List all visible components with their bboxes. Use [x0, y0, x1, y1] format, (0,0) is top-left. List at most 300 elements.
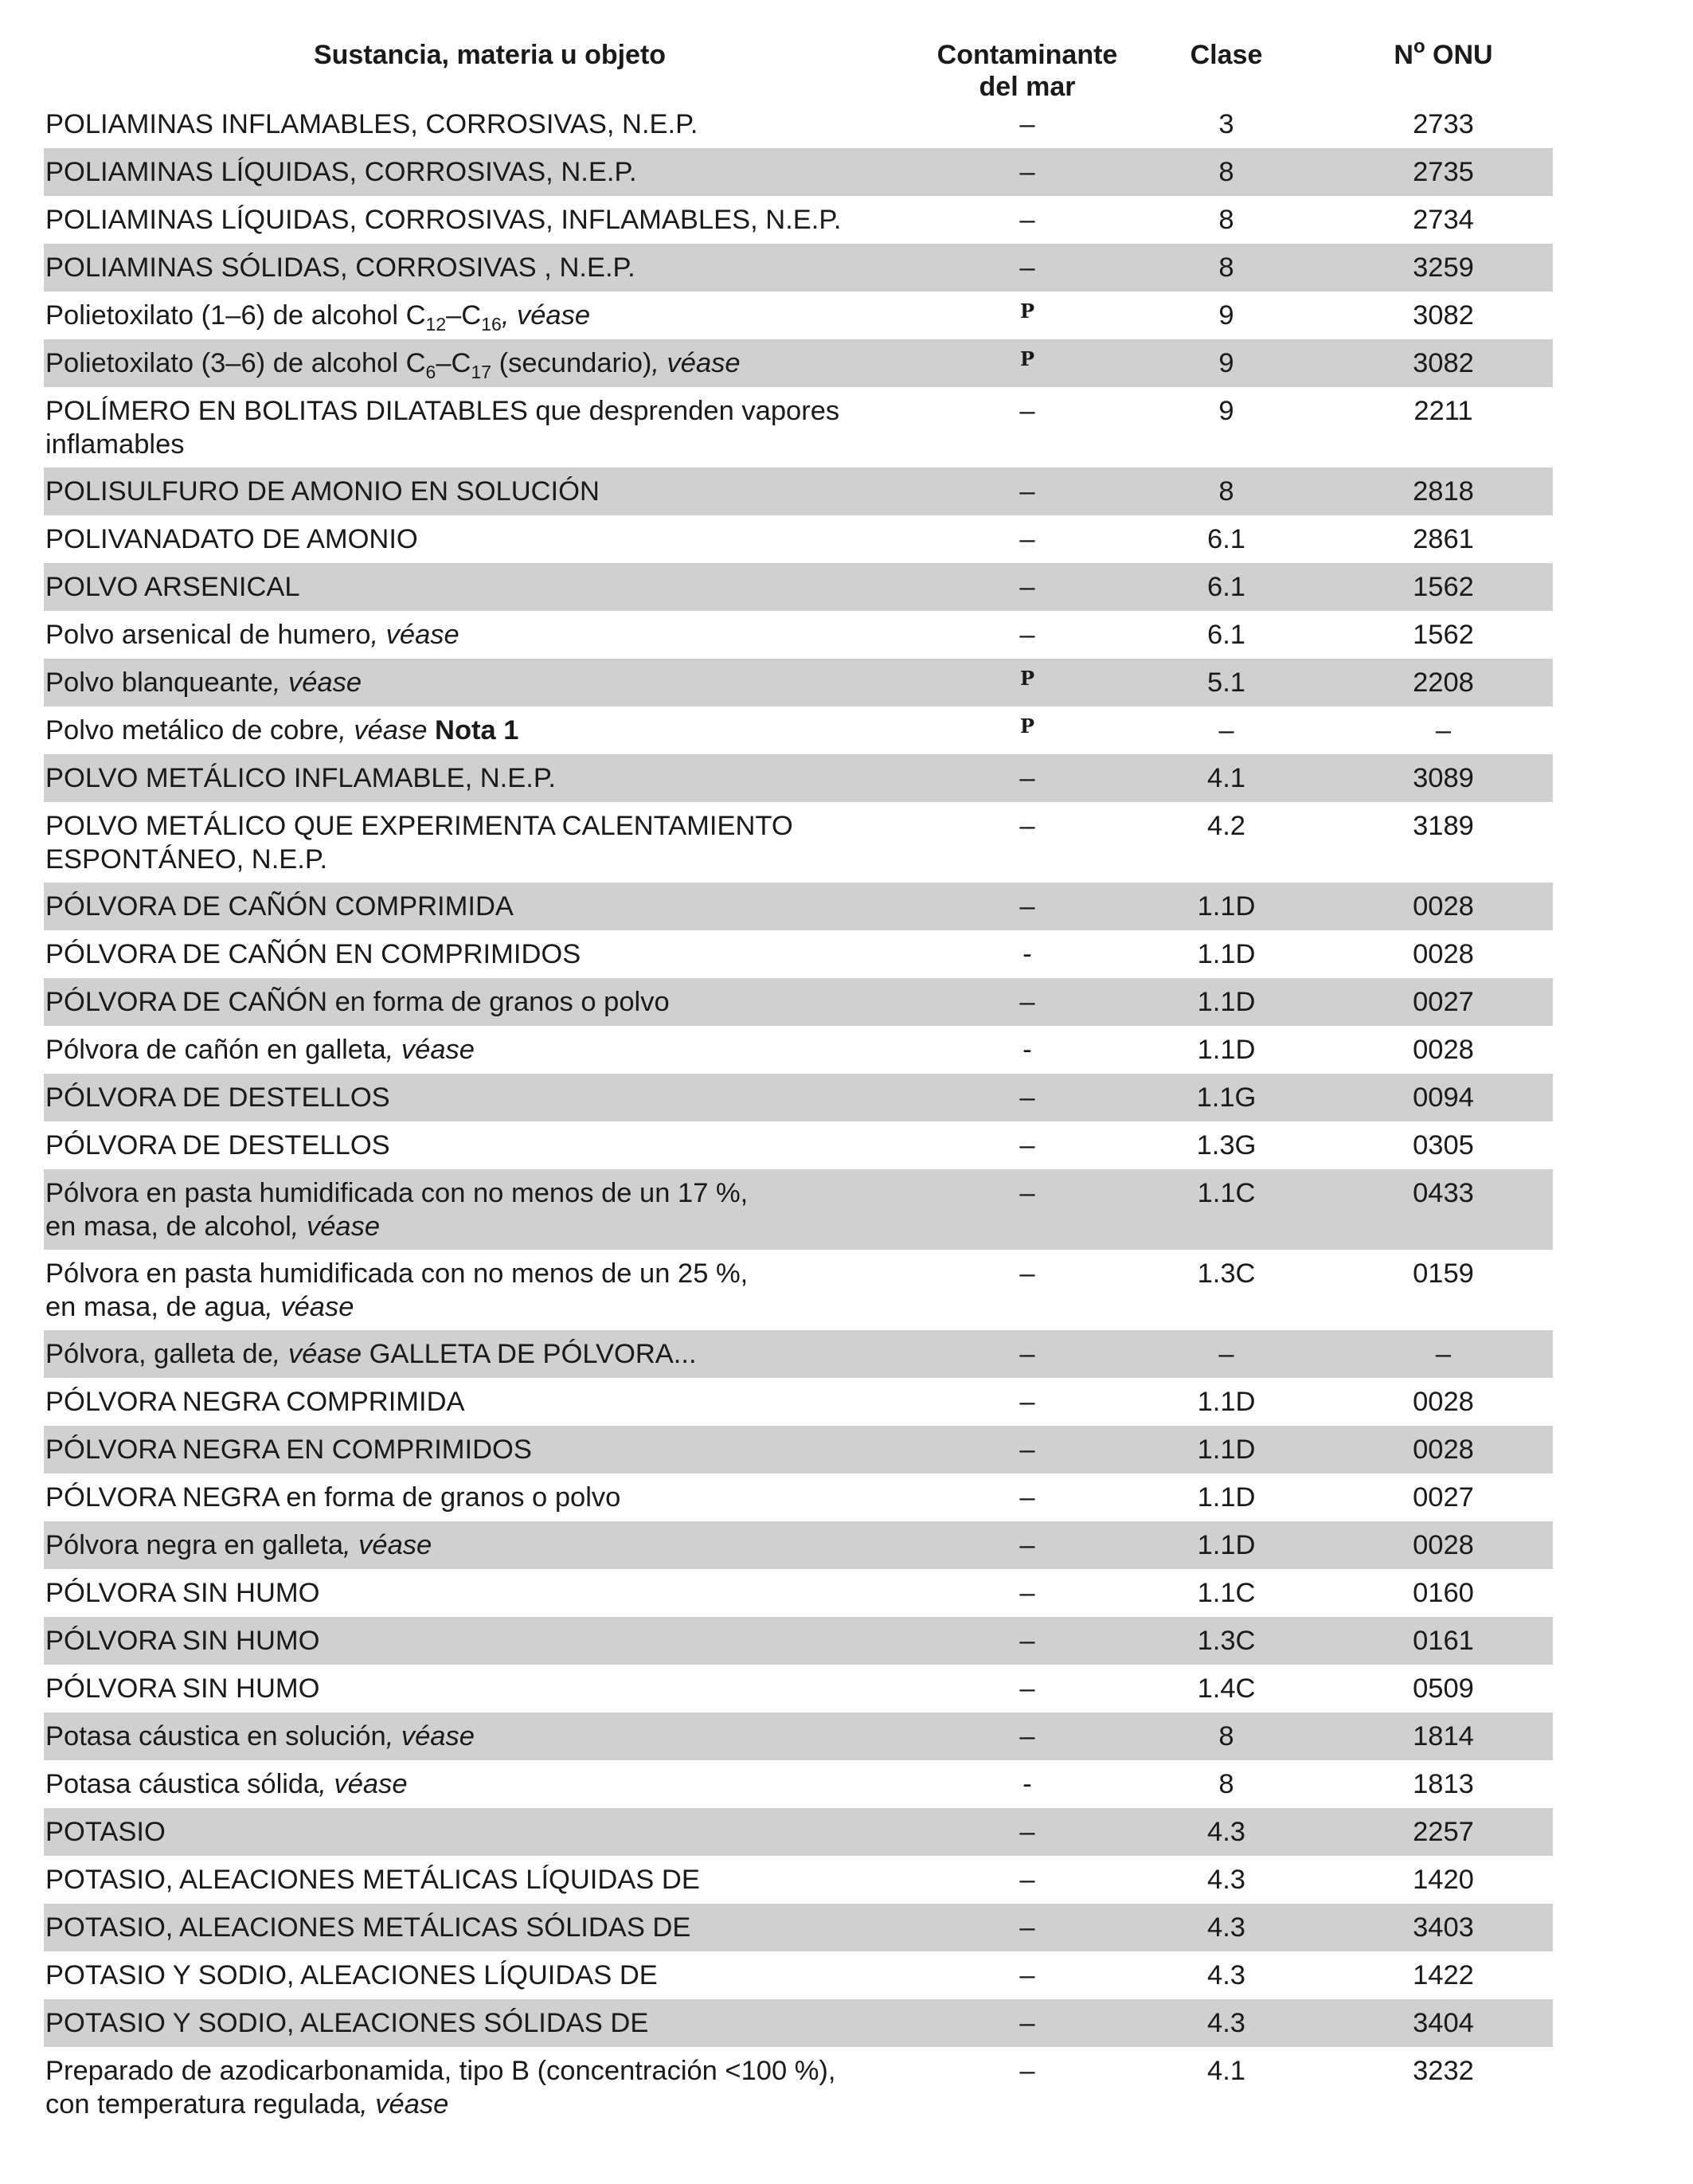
table-row — [44, 1665, 1553, 1712]
class-cell: 4.3 — [1207, 1960, 1245, 1990]
substance-text: POTASIO — [45, 1817, 166, 1847]
substance-text-line2: ESPONTÁNEO, N.E.P. — [45, 844, 328, 875]
dash-mark: – — [1019, 205, 1035, 235]
substance-cell — [44, 1074, 936, 1114]
class-cell: 1.1C — [1197, 1178, 1256, 1208]
header-un-prefix: N — [1394, 40, 1413, 70]
substance-text: PÓLVORA SIN HUMO — [45, 1673, 320, 1704]
dash-mark: – — [1019, 524, 1035, 554]
marine-pollutant-cell — [936, 1026, 1119, 1067]
vease-ref: , véase — [370, 620, 459, 650]
table-row — [44, 1074, 1553, 1121]
class-cell: 6.1 — [1207, 572, 1245, 602]
table-row — [44, 883, 1553, 930]
marine-pollutant-cell — [936, 1426, 1119, 1466]
substance-text: Preparado de azodicarbonamida, tipo B (concentración <100 %), — [45, 2056, 836, 2086]
vease-ref: , véase — [651, 348, 741, 378]
table-row — [44, 1521, 1553, 1569]
table-row — [44, 1250, 1553, 1330]
marine-pollutant-cell — [936, 659, 1119, 702]
table-row — [44, 339, 1553, 387]
marine-pollutant-cell — [936, 978, 1119, 1019]
dash-mark: – — [1019, 1082, 1035, 1113]
table-row — [44, 1951, 1553, 1999]
table-row — [44, 292, 1553, 339]
substance-text: –C — [446, 300, 482, 331]
substance-cell — [44, 1169, 936, 1243]
un-number-cell: 0161 — [1413, 1626, 1474, 1656]
substance-text: (secundario) — [491, 348, 652, 378]
class-cell: 6.1 — [1207, 524, 1245, 554]
substance-text: Pólvora en pasta humidificada con no menos de un 17 %, — [45, 1178, 749, 1208]
table-body — [44, 100, 1553, 2127]
marine-pollutant-cell — [936, 1169, 1119, 1210]
class-cell: 4.3 — [1207, 2008, 1245, 2038]
un-number-cell: 3403 — [1413, 1912, 1474, 1943]
substance-text: GALLETA DE PÓLVORA... — [362, 1339, 697, 1369]
marine-pollutant-cell — [936, 1617, 1119, 1658]
table-row — [44, 611, 1553, 659]
vease-ref: , véase — [319, 1769, 408, 1799]
marine-pollutant-cell — [936, 1474, 1119, 1514]
dash-mark: – — [1019, 1912, 1035, 1943]
dash-mark: – — [1019, 620, 1035, 650]
marine-pollutant-cell — [936, 611, 1119, 652]
vease-ref: , véase — [272, 1339, 362, 1369]
marine-pollutant-cell — [936, 2047, 1119, 2088]
class-cell: 1.1C — [1197, 1578, 1256, 1608]
substance-cell — [44, 1426, 936, 1466]
dash-mark: – — [1019, 891, 1035, 922]
dash-mark: – — [1019, 396, 1035, 426]
substance-cell — [44, 659, 936, 699]
marine-pollutant-cell — [936, 1665, 1119, 1705]
dash-mark: - — [1022, 1769, 1032, 1799]
table-row — [44, 1026, 1553, 1074]
un-number-cell: 2818 — [1413, 476, 1474, 507]
class-cell: 9 — [1218, 396, 1234, 426]
dash-mark: – — [1019, 811, 1035, 841]
marine-pollutant-cell — [936, 100, 1119, 141]
substance-cell — [44, 468, 936, 508]
substance-text: PÓLVORA SIN HUMO — [45, 1626, 320, 1656]
class-cell: 1.1D — [1197, 891, 1256, 922]
vease-ref: , véase — [291, 1211, 381, 1242]
table-row — [44, 2047, 1553, 2127]
substance-cell — [44, 1617, 936, 1658]
table-row — [44, 1474, 1553, 1521]
class-cell: 9 — [1218, 348, 1234, 378]
substance-text: Potasa cáustica en solución — [45, 1721, 386, 1752]
substance-text: POTASIO, ALEACIONES METÁLICAS LÍQUIDAS DE — [45, 1865, 700, 1895]
table-row — [44, 100, 1553, 148]
un-number-cell: 0028 — [1413, 1387, 1474, 1417]
substance-cell — [44, 1904, 936, 1944]
dangerous-goods-index-table — [44, 32, 1553, 2127]
un-number-cell: 0433 — [1413, 1178, 1474, 1208]
substance-text: POLIAMINAS SÓLIDAS, CORROSIVAS , N.E.P. — [45, 252, 635, 283]
substance-text-line2: inflamables — [45, 429, 185, 460]
un-number-cell: 0028 — [1413, 1530, 1474, 1560]
substance-text-line2: en masa, de alcohol — [45, 1211, 291, 1242]
class-cell: 8 — [1218, 157, 1234, 187]
substance-cell — [44, 611, 936, 652]
marine-pollutant-mark: P — [1019, 347, 1035, 370]
substance-text: POLIVANADATO DE AMONIO — [45, 524, 418, 554]
un-number-cell: 0160 — [1413, 1578, 1474, 1608]
dash-mark: – — [1019, 763, 1035, 793]
un-number-cell: 1562 — [1413, 620, 1474, 650]
marine-pollutant-cell — [936, 563, 1119, 604]
class-cell: 1.4C — [1197, 1673, 1256, 1704]
class-cell: 8 — [1218, 205, 1234, 235]
table-row — [44, 1808, 1553, 1856]
marine-pollutant-cell — [936, 1808, 1119, 1849]
un-number-cell: – — [1435, 715, 1452, 746]
class-cell: – — [1218, 715, 1234, 746]
table-row — [44, 148, 1553, 196]
substance-cell — [44, 387, 936, 461]
substance-cell — [44, 978, 936, 1019]
substance-text: POLIAMINAS INFLAMABLES, CORROSIVAS, N.E.P. — [45, 109, 698, 139]
substance-cell — [44, 563, 936, 604]
substance-text: POLIAMINAS LÍQUIDAS, CORROSIVAS, N.E.P. — [45, 157, 637, 187]
substance-cell — [44, 148, 936, 189]
class-cell: 1.3C — [1197, 1626, 1256, 1656]
substance-text-line2: con temperatura regulada — [45, 2089, 361, 2119]
class-cell: 1.1D — [1197, 1387, 1256, 1417]
substance-text: Polietoxilato (1–6) de alcohol C — [45, 300, 426, 331]
substance-text: POLVO METÁLICO QUE EXPERIMENTA CALENTAMIENTO — [45, 811, 793, 841]
dash-mark: – — [1019, 1817, 1035, 1847]
marine-pollutant-cell — [936, 1951, 1119, 1992]
marine-pollutant-cell — [936, 1250, 1119, 1290]
dash-mark: – — [1019, 987, 1035, 1017]
substance-cell — [44, 1665, 936, 1705]
table-row — [44, 930, 1553, 978]
dash-mark: – — [1019, 1960, 1035, 1990]
substance-cell — [44, 1121, 936, 1162]
substance-text: PÓLVORA DE CAÑÓN en forma de granos o polvo — [45, 987, 670, 1017]
table-row — [44, 1169, 1553, 1250]
table-row — [44, 1378, 1553, 1426]
substance-text: POTASIO Y SODIO, ALEACIONES SÓLIDAS DE — [45, 2008, 649, 2038]
table-row — [44, 1330, 1553, 1378]
table-row — [44, 1569, 1553, 1617]
marine-pollutant-cell — [936, 1999, 1119, 2040]
class-cell: 5.1 — [1207, 667, 1245, 698]
substance-text: PÓLVORA DE CAÑÓN COMPRIMIDA — [45, 891, 514, 922]
marine-pollutant-cell — [936, 196, 1119, 237]
marine-pollutant-cell — [936, 387, 1119, 428]
table-row — [44, 1760, 1553, 1808]
substance-text: Pólvora en pasta humidificada con no menos de un 25 %, — [45, 1258, 749, 1289]
substance-cell — [44, 1250, 936, 1324]
substance-cell — [44, 1808, 936, 1849]
table-row — [44, 802, 1553, 883]
substance-text: Pólvora, galleta de — [45, 1339, 273, 1369]
substance-text: PÓLVORA DE DESTELLOS — [45, 1082, 390, 1113]
marine-pollutant-cell — [936, 1330, 1119, 1371]
substance-text: POTASIO Y SODIO, ALEACIONES LÍQUIDAS DE — [45, 1960, 658, 1990]
dash-mark: - — [1022, 1035, 1032, 1065]
substance-text: PÓLVORA SIN HUMO — [45, 1578, 320, 1608]
vease-ref: , véase — [501, 300, 591, 331]
substance-text: Pólvora negra en galleta — [45, 1530, 344, 1560]
dash-mark: – — [1019, 1626, 1035, 1656]
dash-mark: – — [1019, 1387, 1035, 1417]
un-number-cell: 2734 — [1413, 205, 1474, 235]
class-cell: 4.3 — [1207, 1865, 1245, 1895]
un-number-cell: 3082 — [1413, 300, 1474, 331]
marine-pollutant-cell — [936, 148, 1119, 189]
un-number-cell: 1422 — [1413, 1960, 1474, 1990]
un-number-cell: 0028 — [1413, 1035, 1474, 1065]
un-number-cell: – — [1435, 1339, 1452, 1369]
substance-cell — [44, 706, 936, 747]
class-cell: 6.1 — [1207, 620, 1245, 650]
substance-cell — [44, 244, 936, 284]
marine-pollutant-cell — [936, 515, 1119, 556]
un-number-cell: 0028 — [1413, 939, 1474, 969]
substance-text: PÓLVORA NEGRA en forma de granos o polvo — [45, 1482, 621, 1513]
un-number-cell: 0028 — [1413, 1434, 1474, 1465]
un-number-cell: 1562 — [1413, 572, 1474, 602]
table-row — [44, 244, 1553, 292]
marine-pollutant-cell — [936, 930, 1119, 971]
subscript: 16 — [481, 314, 502, 335]
marine-pollutant-mark: P — [1019, 714, 1035, 738]
table-header — [44, 32, 1553, 100]
marine-pollutant-cell — [936, 754, 1119, 795]
table-row — [44, 1712, 1553, 1760]
table-row — [44, 978, 1553, 1026]
subscript: 6 — [425, 362, 436, 382]
header-marine-pollutant — [936, 32, 1119, 100]
marine-pollutant-cell — [936, 339, 1119, 382]
dash-mark: – — [1019, 476, 1035, 507]
class-cell: 1.1D — [1197, 1482, 1256, 1513]
un-number-cell: 2211 — [1413, 396, 1473, 426]
un-number-cell: 0509 — [1413, 1673, 1474, 1704]
substance-cell — [44, 1760, 936, 1801]
marine-pollutant-mark: P — [1019, 667, 1035, 690]
substance-text: POLISULFURO DE AMONIO EN SOLUCIÓN — [45, 476, 600, 507]
class-cell: 4.1 — [1207, 2056, 1245, 2086]
dash-mark: – — [1019, 1339, 1035, 1369]
substance-text: –C — [436, 348, 471, 378]
class-cell: 4.1 — [1207, 763, 1245, 793]
substance-cell — [44, 1856, 936, 1896]
table-row — [44, 1121, 1553, 1169]
dash-mark: – — [1019, 1673, 1035, 1704]
class-cell: 9 — [1218, 300, 1234, 331]
substance-text: PÓLVORA NEGRA EN COMPRIMIDOS — [45, 1434, 532, 1465]
substance-text: Polvo metálico de cobre — [45, 715, 339, 746]
marine-pollutant-cell — [936, 883, 1119, 923]
table-row — [44, 706, 1553, 754]
marine-pollutant-cell — [936, 1378, 1119, 1419]
header-un-sup: o — [1413, 36, 1425, 57]
marine-pollutant-cell — [936, 1569, 1119, 1610]
un-number-cell: 0027 — [1413, 1482, 1474, 1513]
dash-mark: – — [1019, 157, 1035, 187]
table-row — [44, 1999, 1553, 2047]
substance-text: POLVO METÁLICO INFLAMABLE, N.E.P. — [45, 763, 556, 793]
un-number-cell: 3259 — [1413, 252, 1474, 283]
substance-text: PÓLVORA NEGRA COMPRIMIDA — [45, 1387, 465, 1417]
marine-pollutant-cell — [936, 292, 1119, 335]
marine-pollutant-cell — [936, 706, 1119, 750]
marine-pollutant-mark: P — [1019, 299, 1035, 323]
dash-mark: – — [1019, 1258, 1035, 1289]
substance-text-line2: en masa, de agua — [45, 1292, 266, 1322]
substance-text: PÓLVORA DE DESTELLOS — [45, 1130, 390, 1160]
class-cell: 1.1D — [1197, 987, 1256, 1017]
substance-cell — [44, 1951, 936, 1992]
class-cell: 8 — [1218, 1721, 1234, 1752]
class-cell: 1.1G — [1196, 1082, 1257, 1113]
vease-ref: , véase — [265, 1292, 354, 1322]
substance-cell — [44, 1330, 936, 1371]
class-cell: 8 — [1218, 476, 1234, 507]
marine-pollutant-cell — [936, 244, 1119, 284]
substance-cell — [44, 1026, 936, 1067]
un-number-cell: 2208 — [1413, 667, 1474, 698]
dash-mark: - — [1022, 939, 1032, 969]
substance-cell — [44, 515, 936, 556]
table-row — [44, 754, 1553, 802]
table-row — [44, 563, 1553, 611]
table-row — [44, 1904, 1553, 1951]
substance-text: Polvo arsenical de humero — [45, 620, 371, 650]
substance-cell — [44, 802, 936, 876]
vease-ref: , véase — [385, 1721, 475, 1752]
vease-ref: , véase — [272, 667, 362, 698]
dash-mark: – — [1019, 1130, 1035, 1160]
marine-pollutant-cell — [936, 468, 1119, 508]
vease-ref: , véase — [385, 1035, 475, 1065]
substance-cell — [44, 1569, 936, 1610]
un-number-cell: 3189 — [1413, 811, 1474, 841]
substance-text: PÓLVORA DE CAÑÓN EN COMPRIMIDOS — [45, 939, 581, 969]
class-cell: 4.3 — [1207, 1817, 1245, 1847]
substance-cell — [44, 292, 936, 335]
class-cell: 1.3G — [1196, 1130, 1257, 1160]
dash-mark: – — [1019, 1178, 1035, 1208]
marine-pollutant-cell — [936, 1760, 1119, 1801]
header-substance: Sustancia, materia u objeto — [313, 40, 667, 70]
note-ref: Nota 1 — [427, 715, 519, 746]
class-cell: 1.1D — [1197, 1530, 1256, 1560]
header-un-suffix: ONU — [1425, 40, 1493, 70]
un-number-cell: 0028 — [1413, 891, 1474, 922]
un-number-cell: 2861 — [1413, 524, 1474, 554]
class-cell: 1.1D — [1197, 1434, 1256, 1465]
vease-ref: , véase — [338, 715, 428, 746]
subscript: 12 — [425, 314, 447, 335]
dash-mark: – — [1019, 252, 1035, 283]
table-row — [44, 659, 1553, 706]
marine-pollutant-cell — [936, 1904, 1119, 1944]
dash-mark: – — [1019, 1865, 1035, 1895]
class-cell: 1.1D — [1197, 939, 1256, 969]
un-number-cell: 0159 — [1413, 1258, 1474, 1289]
vease-ref: , véase — [360, 2089, 449, 2119]
dash-mark: – — [1019, 2056, 1035, 2086]
dash-mark: – — [1019, 1530, 1035, 1560]
dash-mark: – — [1019, 109, 1035, 139]
dash-mark: – — [1019, 2008, 1035, 2038]
substance-cell — [44, 339, 936, 382]
substance-text: Polvo blanqueante — [45, 667, 273, 698]
substance-cell — [44, 196, 936, 237]
class-cell: 8 — [1218, 1769, 1234, 1799]
substance-cell — [44, 100, 936, 141]
un-number-cell: 0027 — [1413, 987, 1474, 1017]
un-number-cell: 1420 — [1413, 1865, 1474, 1895]
dash-mark: – — [1019, 1482, 1035, 1513]
substance-cell — [44, 930, 936, 971]
substance-text: POTASIO, ALEACIONES METÁLICAS SÓLIDAS DE — [45, 1912, 691, 1943]
table-row — [44, 468, 1553, 515]
substance-text: POLÍMERO EN BOLITAS DILATABLES que desprenden vapores — [45, 396, 840, 426]
un-number-cell: 3404 — [1413, 2008, 1474, 2038]
table-row — [44, 1426, 1553, 1474]
un-number-cell: 3082 — [1413, 348, 1474, 378]
un-number-cell: 2733 — [1413, 109, 1474, 139]
header-class: Clase — [1190, 40, 1263, 70]
dash-mark: – — [1019, 1434, 1035, 1465]
marine-pollutant-cell — [936, 1121, 1119, 1162]
substance-text: Pólvora de cañón en galleta — [45, 1035, 386, 1065]
substance-text: POLVO ARSENICAL — [45, 572, 300, 602]
table-row — [44, 1617, 1553, 1665]
dash-mark: – — [1019, 572, 1035, 602]
table-row — [44, 1856, 1553, 1904]
table-row — [44, 196, 1553, 244]
table-row — [44, 515, 1553, 563]
class-cell: 1.1D — [1197, 1035, 1256, 1065]
un-number-cell: 3232 — [1413, 2056, 1474, 2086]
marine-pollutant-cell — [936, 1712, 1119, 1753]
un-number-cell: 2735 — [1413, 157, 1474, 187]
class-cell: 8 — [1218, 252, 1234, 283]
marine-pollutant-cell — [936, 1856, 1119, 1896]
substance-cell — [44, 883, 936, 923]
marine-pollutant-cell — [936, 802, 1119, 843]
substance-cell — [44, 1712, 936, 1753]
class-cell: 4.3 — [1207, 1912, 1245, 1943]
un-number-cell: 0305 — [1413, 1130, 1474, 1160]
header-un-number — [1334, 32, 1553, 100]
substance-cell — [44, 2047, 936, 2121]
class-cell: 4.2 — [1207, 811, 1245, 841]
table-row — [44, 387, 1553, 468]
dash-mark: – — [1019, 1578, 1035, 1608]
un-number-cell: 2257 — [1413, 1817, 1474, 1847]
vease-ref: , véase — [343, 1530, 432, 1560]
header-marine-line1: Contaminante — [936, 40, 1118, 70]
dash-mark: – — [1019, 1721, 1035, 1752]
class-cell: – — [1218, 1339, 1234, 1369]
substance-cell — [44, 1474, 936, 1514]
substance-cell — [44, 754, 936, 795]
marine-pollutant-cell — [936, 1074, 1119, 1114]
header-marine-line2: del mar — [979, 72, 1076, 102]
class-cell: 1.3C — [1197, 1258, 1256, 1289]
class-cell: 3 — [1218, 109, 1234, 139]
